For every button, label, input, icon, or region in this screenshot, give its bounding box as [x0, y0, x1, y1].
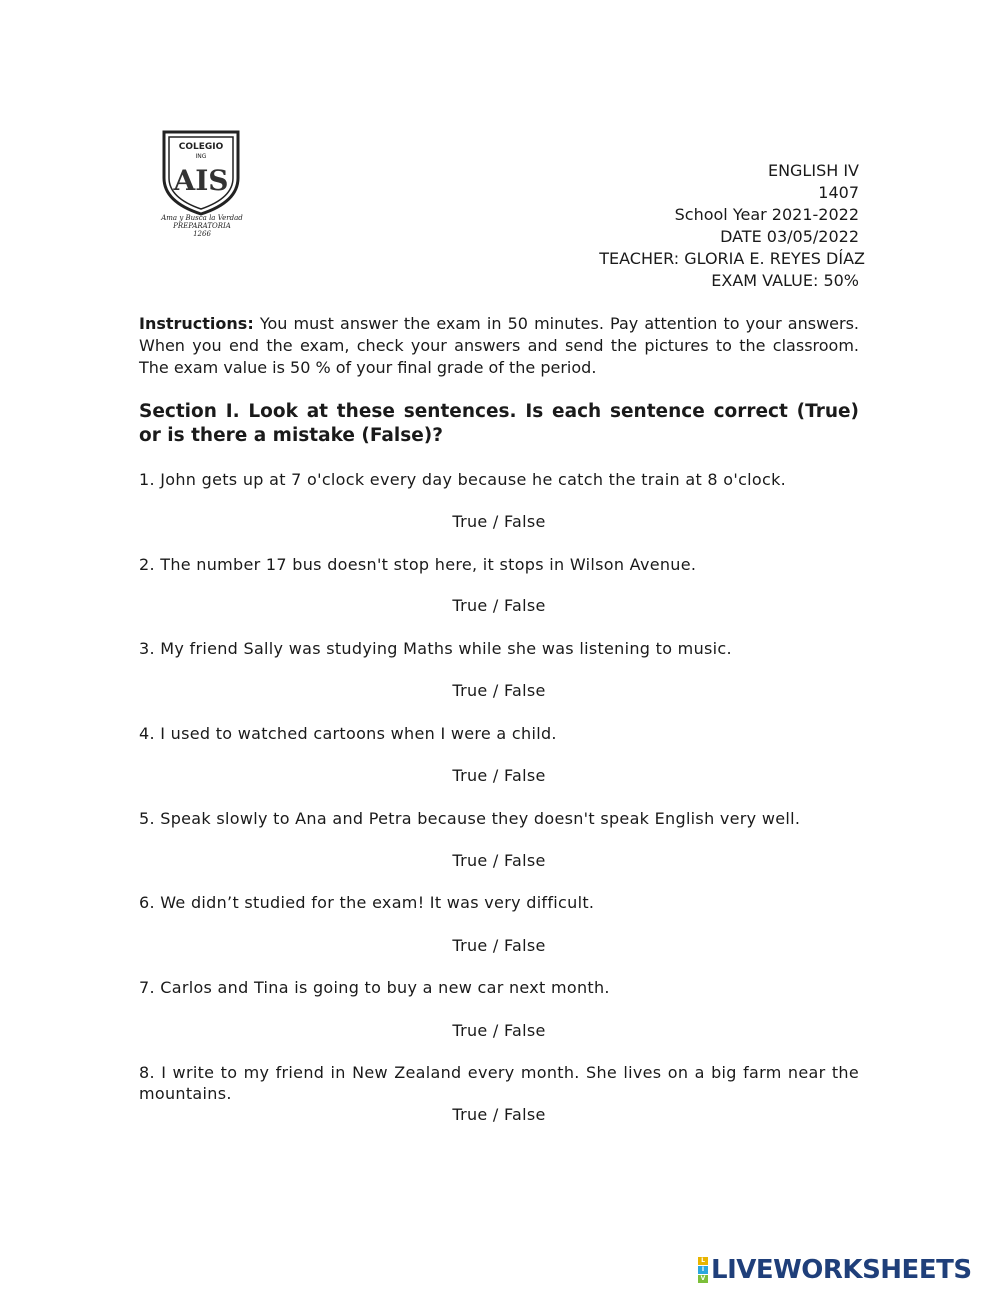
question-4: 4. I used to watched cartoons when I were a child.: [139, 724, 557, 743]
exam-date: DATE 03/05/2022: [720, 227, 859, 246]
school-logo: [160, 128, 250, 248]
brand-square: L: [698, 1257, 708, 1265]
section-title: Section I. Look at these sentences. Is each sentence correct (True) or is there a mistake (False)?: [139, 401, 859, 446]
brand-square: V: [698, 1275, 708, 1283]
logo-number: 1266: [193, 230, 211, 238]
brand-squares-icon: [698, 1257, 708, 1283]
question-5-options[interactable]: True / False: [452, 851, 546, 870]
exam-header: [599, 160, 865, 292]
teacher-name: TEACHER: GLORIA E. REYES DÍAZ: [599, 249, 865, 268]
question-8: 8. I write to my friend in New Zealand every month. She lives on a big farm near the mountains.: [139, 1063, 859, 1103]
instructions-text: You must answer the exam in 50 minutes. Pay attention to your answers. When you end the exam, check your answers and send the pictures to the classroom. The exam value is 50 % of your final grade of the period.: [139, 314, 859, 377]
logo-monogram: AIS: [173, 164, 229, 197]
instructions: [139, 313, 859, 379]
question-7: 7. Carlos and Tina is going to buy a new car next month.: [139, 978, 610, 997]
logo-motto-text: Ama y Busca la Verdad: [161, 214, 243, 222]
group-number: 1407: [818, 183, 859, 202]
course-name: ENGLISH IV: [767, 161, 859, 180]
question-3: 3. My friend Sally was studying Maths while she was listening to music.: [139, 639, 732, 658]
logo-top-text: COLEGIO: [178, 142, 224, 152]
liveworksheets-brand: [698, 1254, 972, 1286]
question-4-options[interactable]: True / False: [452, 766, 546, 785]
instructions-label: Instructions:: [139, 314, 254, 333]
question-2: 2. The number 17 bus doesn't stop here, it stops in Wilson Avenue.: [139, 555, 697, 574]
brand-wordmark: LIVEWORKSHEETS: [711, 1255, 972, 1285]
question-6-options[interactable]: True / False: [452, 936, 546, 955]
question-1-options[interactable]: True / False: [452, 512, 546, 531]
logo-sub-text: ING: [195, 153, 207, 160]
question-3-options[interactable]: True / False: [452, 681, 546, 700]
logo-motto: [152, 214, 252, 238]
school-year: School Year 2021-2022: [674, 205, 859, 224]
shield-icon: [160, 128, 242, 216]
logo-level: PREPARATORIA: [173, 222, 231, 230]
brand-square: I: [698, 1266, 708, 1274]
question-6: 6. We didn’t studied for the exam! It was very difficult.: [139, 893, 595, 912]
exam-value: EXAM VALUE: 50%: [711, 271, 859, 290]
question-8-options[interactable]: True / False: [452, 1105, 546, 1124]
question-5: 5. Speak slowly to Ana and Petra because they doesn't speak English very well.: [139, 809, 801, 828]
question-1: 1. John gets up at 7 o'clock every day because he catch the train at 8 o'clock.: [139, 470, 787, 489]
question-7-options[interactable]: True / False: [452, 1021, 546, 1040]
question-2-options[interactable]: True / False: [452, 596, 546, 615]
